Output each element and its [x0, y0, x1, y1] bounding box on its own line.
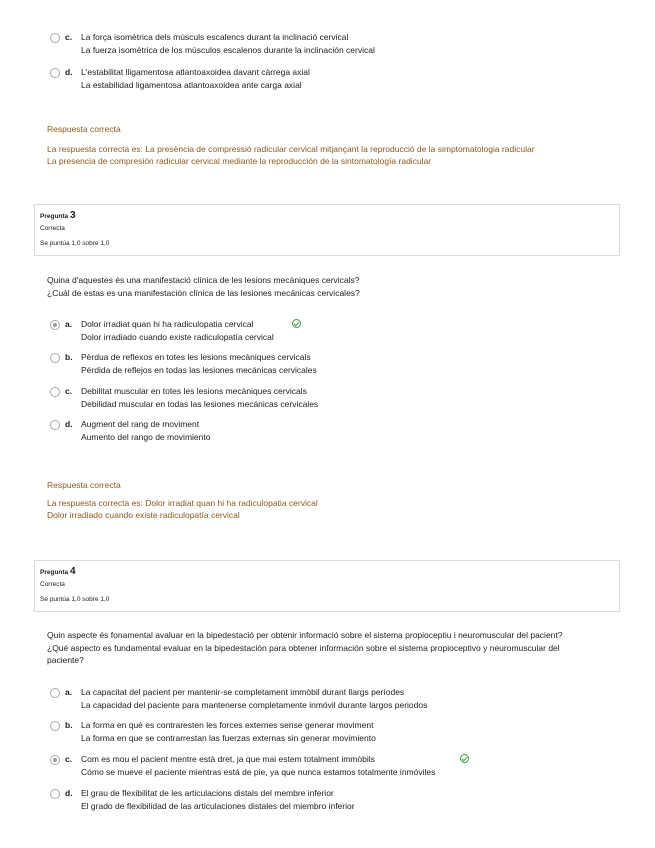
option-text-es: La capacidad del paciente para mantenerse completamente inmóvil durante largos periodos — [81, 699, 428, 710]
option-text-ca: El grau de flexibilitat de les articulacions distals del membre inferior — [81, 788, 334, 798]
option-text-ca: Dolor irradiat quan hi ha radiculopatia cervical — [81, 319, 254, 329]
feedback-title: Respuesta correcta — [47, 480, 121, 490]
option-text-ca: La forma en què es contraresten les forces externes sense generar moviment — [81, 720, 374, 730]
option-text-es: La fuerza isométrica de los músculos escalenos durante la inclinación cervical — [81, 44, 375, 55]
option-letter: a. — [65, 319, 73, 329]
question-label — [40, 566, 76, 577]
radio-button[interactable] — [50, 68, 60, 78]
question-text-ca: Quina d'aquestes és una manifestació clínica de les lesions mecàniques cervicals? — [47, 275, 360, 285]
answer-option[interactable] — [50, 787, 610, 819]
feedback-line: La presencia de compresión radicular cervical mediante la reproducción de la sintomatología radicular — [47, 156, 432, 166]
answer-option[interactable] — [50, 31, 610, 63]
answer-option[interactable] — [50, 686, 610, 718]
option-letter: c. — [65, 754, 73, 764]
option-letter: b. — [65, 352, 73, 362]
option-text-ca: Augment del rang de moviment — [81, 419, 200, 429]
question-label-text: Pregunta — [40, 569, 69, 576]
option-text-ca: L'estabilitat lligamentosa atlantoaxoidea davant càrrega axial — [81, 67, 310, 77]
question-grade: Se puntúa 1,0 sobre 1,0 — [40, 240, 110, 247]
option-text — [81, 318, 274, 343]
option-text — [81, 753, 435, 778]
option-text — [81, 385, 318, 410]
question-text — [47, 629, 597, 667]
radio-button-selected[interactable] — [50, 755, 60, 765]
option-text — [81, 31, 375, 56]
question-text-es: ¿Cuál de estas es una manifestación clínica de las lesiones mecánicas cervicales? — [47, 287, 360, 298]
question-label — [40, 210, 76, 221]
question-number: 4 — [69, 566, 76, 577]
answer-option[interactable] — [50, 418, 610, 450]
feedback-line: La respuesta correcta es: La presència de compressió radicular cervical mitjançant la reproducció de la simptomatologia radicular — [47, 143, 535, 154]
radio-button-selected[interactable] — [50, 320, 60, 330]
option-letter: a. — [65, 687, 73, 697]
feedback-block — [47, 479, 318, 522]
option-text-es: Debilidad muscular en todas las lesiones mecánicas cervicales — [81, 398, 319, 409]
radio-button[interactable] — [50, 420, 60, 430]
answer-option[interactable] — [50, 719, 610, 751]
option-text — [81, 719, 376, 744]
radio-button[interactable] — [50, 33, 60, 43]
option-text-ca: Debilitat muscular en totes les lesions mecàniques cervicals — [81, 386, 307, 396]
question-text-es: ¿Qué aspecto es fundamental evaluar en la bipedestación para obtener información sobre el sistema propioceptivo y neuromuscular del paciente? — [47, 642, 560, 665]
option-letter: c. — [65, 32, 73, 42]
radio-button[interactable] — [50, 387, 60, 397]
option-text-ca: Com es mou el pacient mentre està dret, ja que mai estem totalment immòbils — [81, 754, 375, 764]
answer-option[interactable] — [50, 66, 610, 98]
question-info-box — [34, 204, 620, 256]
option-text-es: El grado de flexibilidad de las articulaciones distales del miembro inferior — [81, 800, 355, 811]
option-letter: b. — [65, 720, 73, 730]
option-letter: d. — [65, 419, 73, 429]
question-state: Correcta — [40, 225, 65, 232]
option-text — [81, 787, 355, 812]
radio-button[interactable] — [50, 721, 60, 731]
option-text-ca: La força isomètrica dels músculs escalencs durant la inclinació cervical — [81, 32, 349, 42]
answer-option[interactable] — [50, 385, 610, 417]
feedback-block — [47, 123, 535, 168]
option-text — [81, 418, 210, 443]
option-text-es: Aumento del rango de movimiento — [81, 431, 211, 442]
answer-option[interactable] — [50, 753, 610, 785]
option-text-ca: La capacitat del pacient per mantenir-se completament immòbil durant llargs períodes — [81, 687, 405, 697]
option-text-ca: Pèrdua de reflexos en totes les lesions mecàniques cervicals — [81, 352, 311, 362]
option-letter: d. — [65, 788, 73, 798]
check-circle-icon — [460, 754, 469, 763]
option-text — [81, 686, 427, 711]
option-text-es: Dolor irradiado cuando existe radiculopatía cervical — [81, 331, 274, 342]
question-state: Correcta — [40, 581, 65, 588]
answer-option[interactable] — [50, 318, 610, 350]
radio-button[interactable] — [50, 353, 60, 363]
option-text-es: Cómo se mueve el paciente mientras está de pie, ya que nunca estamos totalmente inmóviles — [81, 766, 436, 777]
option-text — [81, 351, 317, 376]
option-text-es: La forma en que se contrarrestan las fuerzas externas sin generar movimiento — [81, 732, 376, 743]
option-letter: c. — [65, 386, 73, 396]
question-label-text: Pregunta — [40, 213, 69, 220]
question-grade: Se puntúa 1,0 sobre 1,0 — [40, 596, 110, 603]
option-text — [81, 66, 310, 91]
question-text — [47, 274, 607, 299]
question-number: 3 — [69, 210, 76, 221]
feedback-line: La respuesta correcta es: Dolor irradiat quan hi ha radiculopatia cervical — [47, 497, 318, 508]
radio-button[interactable] — [50, 688, 60, 698]
option-text-es: Pérdida de reflejos en todas las lesiones mecánicas cervicales — [81, 364, 317, 375]
feedback-line: Dolor irradiado cuando existe radiculopatía cervical — [47, 510, 240, 520]
question-text-ca: Quin aspecte és fonamental avaluar en la bipedestació per obtenir informació sobre el sistema propioceptiu i neuromuscular del pacient? — [47, 630, 563, 640]
radio-button[interactable] — [50, 789, 60, 799]
answer-option[interactable] — [50, 351, 610, 383]
check-circle-icon — [292, 319, 301, 328]
option-letter: d. — [65, 67, 73, 77]
question-info-box — [34, 560, 620, 612]
option-text-es: La estabilidad ligamentosa atlantoaxoidea ante carga axial — [81, 79, 302, 90]
feedback-title: Respuesta correcta — [47, 124, 121, 134]
